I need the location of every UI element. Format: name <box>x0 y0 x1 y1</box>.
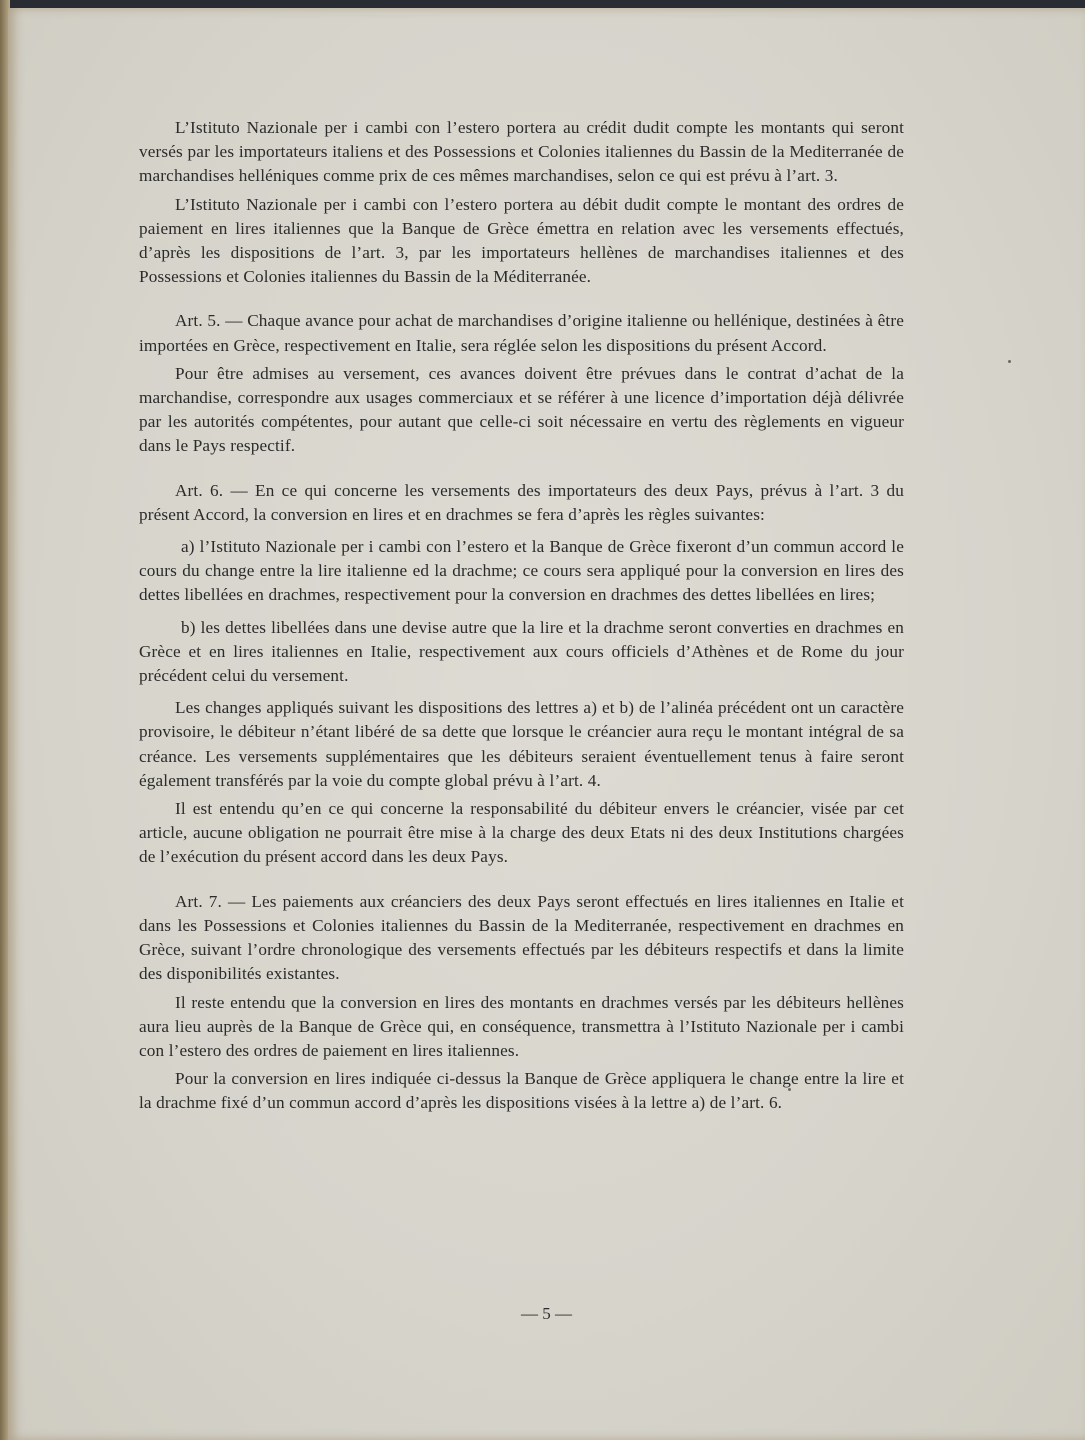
paper-speck <box>788 1088 791 1091</box>
paragraph-art-7: Art. 7. — Les paiements aux créanciers des deux Pays seront effectués en lires italiennes en Italie et dans les Possessions et Colonies italiennes du Bassin de la Mediterranée, respectivement en drachmes en Grèce, suivant l’ordre chronologique des versements effectués par les débiteurs respectifs et dans la limite des disponibilités existantes. <box>139 891 904 984</box>
paragraph-art-7-conversion: Il reste entendu que la conversion en lires des montants en drachmes versés par les débiteurs hellènes aura lieu auprès de la Banque de Grèce qui, en conséquence, transmettra à l’Istituto Nazionale per i cambi con l’estero des ordres de paiement en lires italiennes. <box>139 992 904 1060</box>
document-body <box>139 116 904 1116</box>
paragraph-art-6: Art. 6. — En ce qui concerne les versements des importateurs des deux Pays, prévus à l’art. 3 du présent Accord, la conversion en lires et en drachmes se fera d’après les règles suivantes: <box>139 480 904 524</box>
paragraph-credit-account: L’Istituto Nazionale per i cambi con l’estero portera au crédit dudit compte les montants qui seront versés par les importateurs italiens et des Possessions et Colonies italiennes du Bassin de la Mediterranée de marchandises helléniques comme prix de ces mêmes marchandises, selon ce qui est prévu à l’art. 3. <box>139 118 904 186</box>
paragraph-art-6-changes: Les changes appliqués suivant les dispositions des lettres a) et b) de l’alinéa précédent ont un caractère provisoire, le débiteur n’étant libéré de sa dette que lorsque le créancier aura reçu le montant intégral de sa créance. Les versements supplémentaires que les débiteurs seraient éventuellement tenus à faire seront également transférés par la voie du compte global prévu à l’art. 4. <box>139 698 904 790</box>
page-number: — 5 — <box>521 1304 572 1323</box>
paragraph-art-7-rate: Pour la conversion en lires indiquée ci-dessus la Banque de Grèce appliquera le change entre la lire et la drachme fixé d’un commun accord d’après les dispositions visées à la lettre a) de l’art. 6. <box>139 1069 904 1113</box>
paragraph-art-6-a: a) l’Istituto Nazionale per i cambi con l’estero et la Banque de Grèce fixeront d’un commun accord le cours du change entre la lire italienne ed la drachme; ce cours sera appliqué pour la conversion en lires des dettes libellées en drachmes, respectivement pour la conversion en drachmes des dettes libellées en lires; <box>139 537 904 605</box>
paragraph-debit-account: L’Istituto Nazionale per i cambi con l’estero portera au débit dudit compte le montant des ordres de paiement en lires italiennes que la Banque de Grèce émettra en relation avec les versements effectués, d’après les dispositions de l’art. 3, par les importateurs hellènes de marchandises italiennes et des Possessions et Colonies italiennes du Bassin de la Méditerranée. <box>139 194 904 287</box>
paper-speck <box>1008 360 1011 363</box>
paragraph-art-6-responsibility: Il est entendu qu’en ce qui concerne la responsabilité du débiteur envers le créancier, visée par cet article, aucune obligation ne pourrait être mise à la charge des deux Etats ni des deux Institutions chargées de l’exécution du présent accord dans les deux Pays. <box>139 799 904 867</box>
paragraph-art-6-b: b) les dettes libellées dans une devise autre que la lire et la drachme seront converties en drachmes en Grèce et en lires italiennes en Italie, respectivement aux cours officiels d’Athènes et de Rome du jour précédent celui du versement. <box>139 617 904 686</box>
paragraph-art-5: Art. 5. — Chaque avance pour achat de marchandises d’origine italienne ou hellénique, destinées à être importées en Grèce, respectivement en Italie, sera réglée selon les dispositions du présent Accord. <box>139 311 904 355</box>
paragraph-art-5-advances: Pour être admises au versement, ces avances doivent être prévues dans le contrat d’achat de la marchandise, correspondre aux usages commerciaux et se référer à une licence d’importation déjà délivrée par les autorités compétentes, pour autant que celle-ci soit nécessaire en vertu des règlements en vigueur dans le Pays respectif. <box>139 363 904 456</box>
document-page <box>8 8 1085 1440</box>
